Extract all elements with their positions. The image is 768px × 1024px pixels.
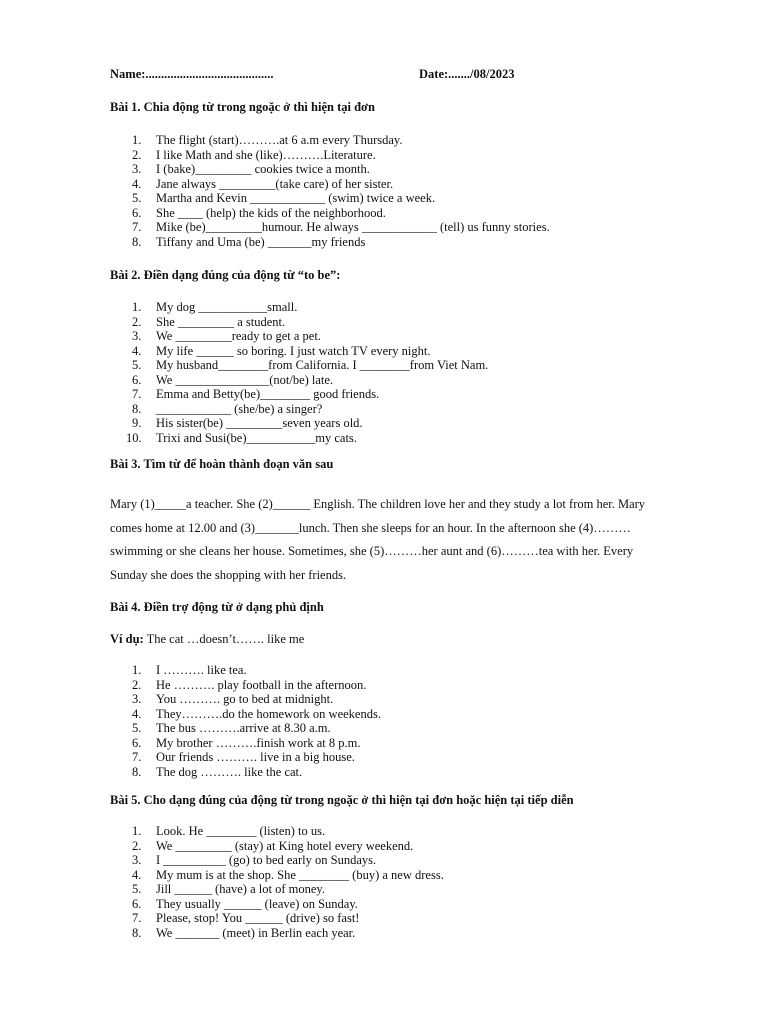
header-row (110, 67, 710, 85)
example-text: The cat …doesn’t……. like me (143, 632, 305, 646)
date-field-label: Date:......./08/2023 (419, 67, 515, 81)
paragraph-line: swimming or she cleans her house. Sometimes, she (5)………her aunt and (6)………tea with her. Every (110, 544, 634, 559)
paragraph-line: comes home at 12.00 and (3)_______lunch. Then she sleeps for an hour. In the afternoon she (4)……… (110, 520, 631, 535)
exercise-4-title: Bài 4. Điền trợ động từ ở dạng phủ định (110, 600, 324, 614)
example-label: Ví dụ: (110, 632, 144, 646)
worksheet-page: Name:......................................... Date:......./08/2023 Bài 1. Chia động từ trong ngoặc ở thì hiện tại đơn 1. The flight (start)……….at 6 a.m every Thursday. 2. I like Math and she (like)……….Literature. 3. I (bake)_________ cookies twice a month. 4. Jane always _________(take care) of her sister. 5. Martha and Kevin ____________ (swim) twice a week. 6. She ____ (help) the kids of the neighborhood. 7. Mike (be)_________humour. He always ____________ (tell) us funny stories. 8. Tiffany and Uma (be) _______my friends Bài 2. Điền dạng đúng của động từ “to be”: 1. My dog ___________small. 2. She _________ a student. 3. We _________ready to get a pet. 4. My life ______ so boring. I just watch TV every night. 5. My husband________from California. I ________from Viet Nam. 6. We _______________(not/be) late. 7. Emma and Betty(be)________ good friends. 8. ____________ (she/be) a singer? 9. His sister(be) _________seven years old. 10. Trixi and Susi(be)___________my cats. Bài 3. Tìm từ để hoàn thành đoạn văn sau Mary (1)_____a teacher. She (2)______ English. The children love her and they study a lot from her. Mary comes home at 12.00 and (3)_______lunch. Then she sleeps for an hour. In the afternoon she (4)……… swimming or she cleans her house. Sometimes, she (5)………her aunt and (6)………tea with her. Every Sunday she does the shopping with her friends. Bài 4. Điền trợ động từ ở dạng phủ định Ví dụ: The cat …doesn’t……. like me 1. I ………. like tea. 2. He ………. play football in the afternoon. 3. You ………. go to bed at midnight. 4. They……….do the homework on weekends. 5. The bus ……….arrive at 8.30 a.m. 6. My brother ……….finish work at 8 p.m. 7. Our friends ………. live in a big house. 8. The dog ………. like the cat. Bài 5. Cho dạng đúng của động từ trong ngoặc ở thì hiện tại đơn hoặc hiện tại tiếp diễn 1. Look. He ________ (listen) to us. 2. We _________ (stay) at King hotel every weekend. 3. I __________ (go) to bed early on Sundays. 4. My mum is at the shop. She ________ (buy) a new dress. 5. Jill ______ (have) a lot of money. 6. They usually ______ (leave) on Sunday. 7. Please, stop! You ______ (drive) so fast! 8. We _______ (meet) in Berlin each year. (0, 0, 768, 1024)
paragraph-line: Mary (1)_____a teacher. She (2)______ English. The children love her and they study a lot from her. Mary (110, 497, 646, 511)
exercise-2-title: Bài 2. Điền dạng đúng của động từ “to be”: (110, 268, 341, 282)
paragraph-line: Sunday she does the shopping with her friends. (110, 568, 347, 583)
exercise-4-example (110, 632, 304, 647)
exercise-1-title: Bài 1. Chia động từ trong ngoặc ở thì hiện tại đơn (110, 100, 375, 114)
exercise-3-paragraph (110, 493, 720, 588)
exercise-3-title: Bài 3. Tìm từ để hoàn thành đoạn văn sau (110, 457, 334, 471)
name-field-label: Name:......................................... (110, 67, 274, 81)
exercise-5-title: Bài 5. Cho dạng đúng của động từ trong ngoặc ở thì hiện tại đơn hoặc hiện tại tiếp diễn (110, 793, 574, 807)
